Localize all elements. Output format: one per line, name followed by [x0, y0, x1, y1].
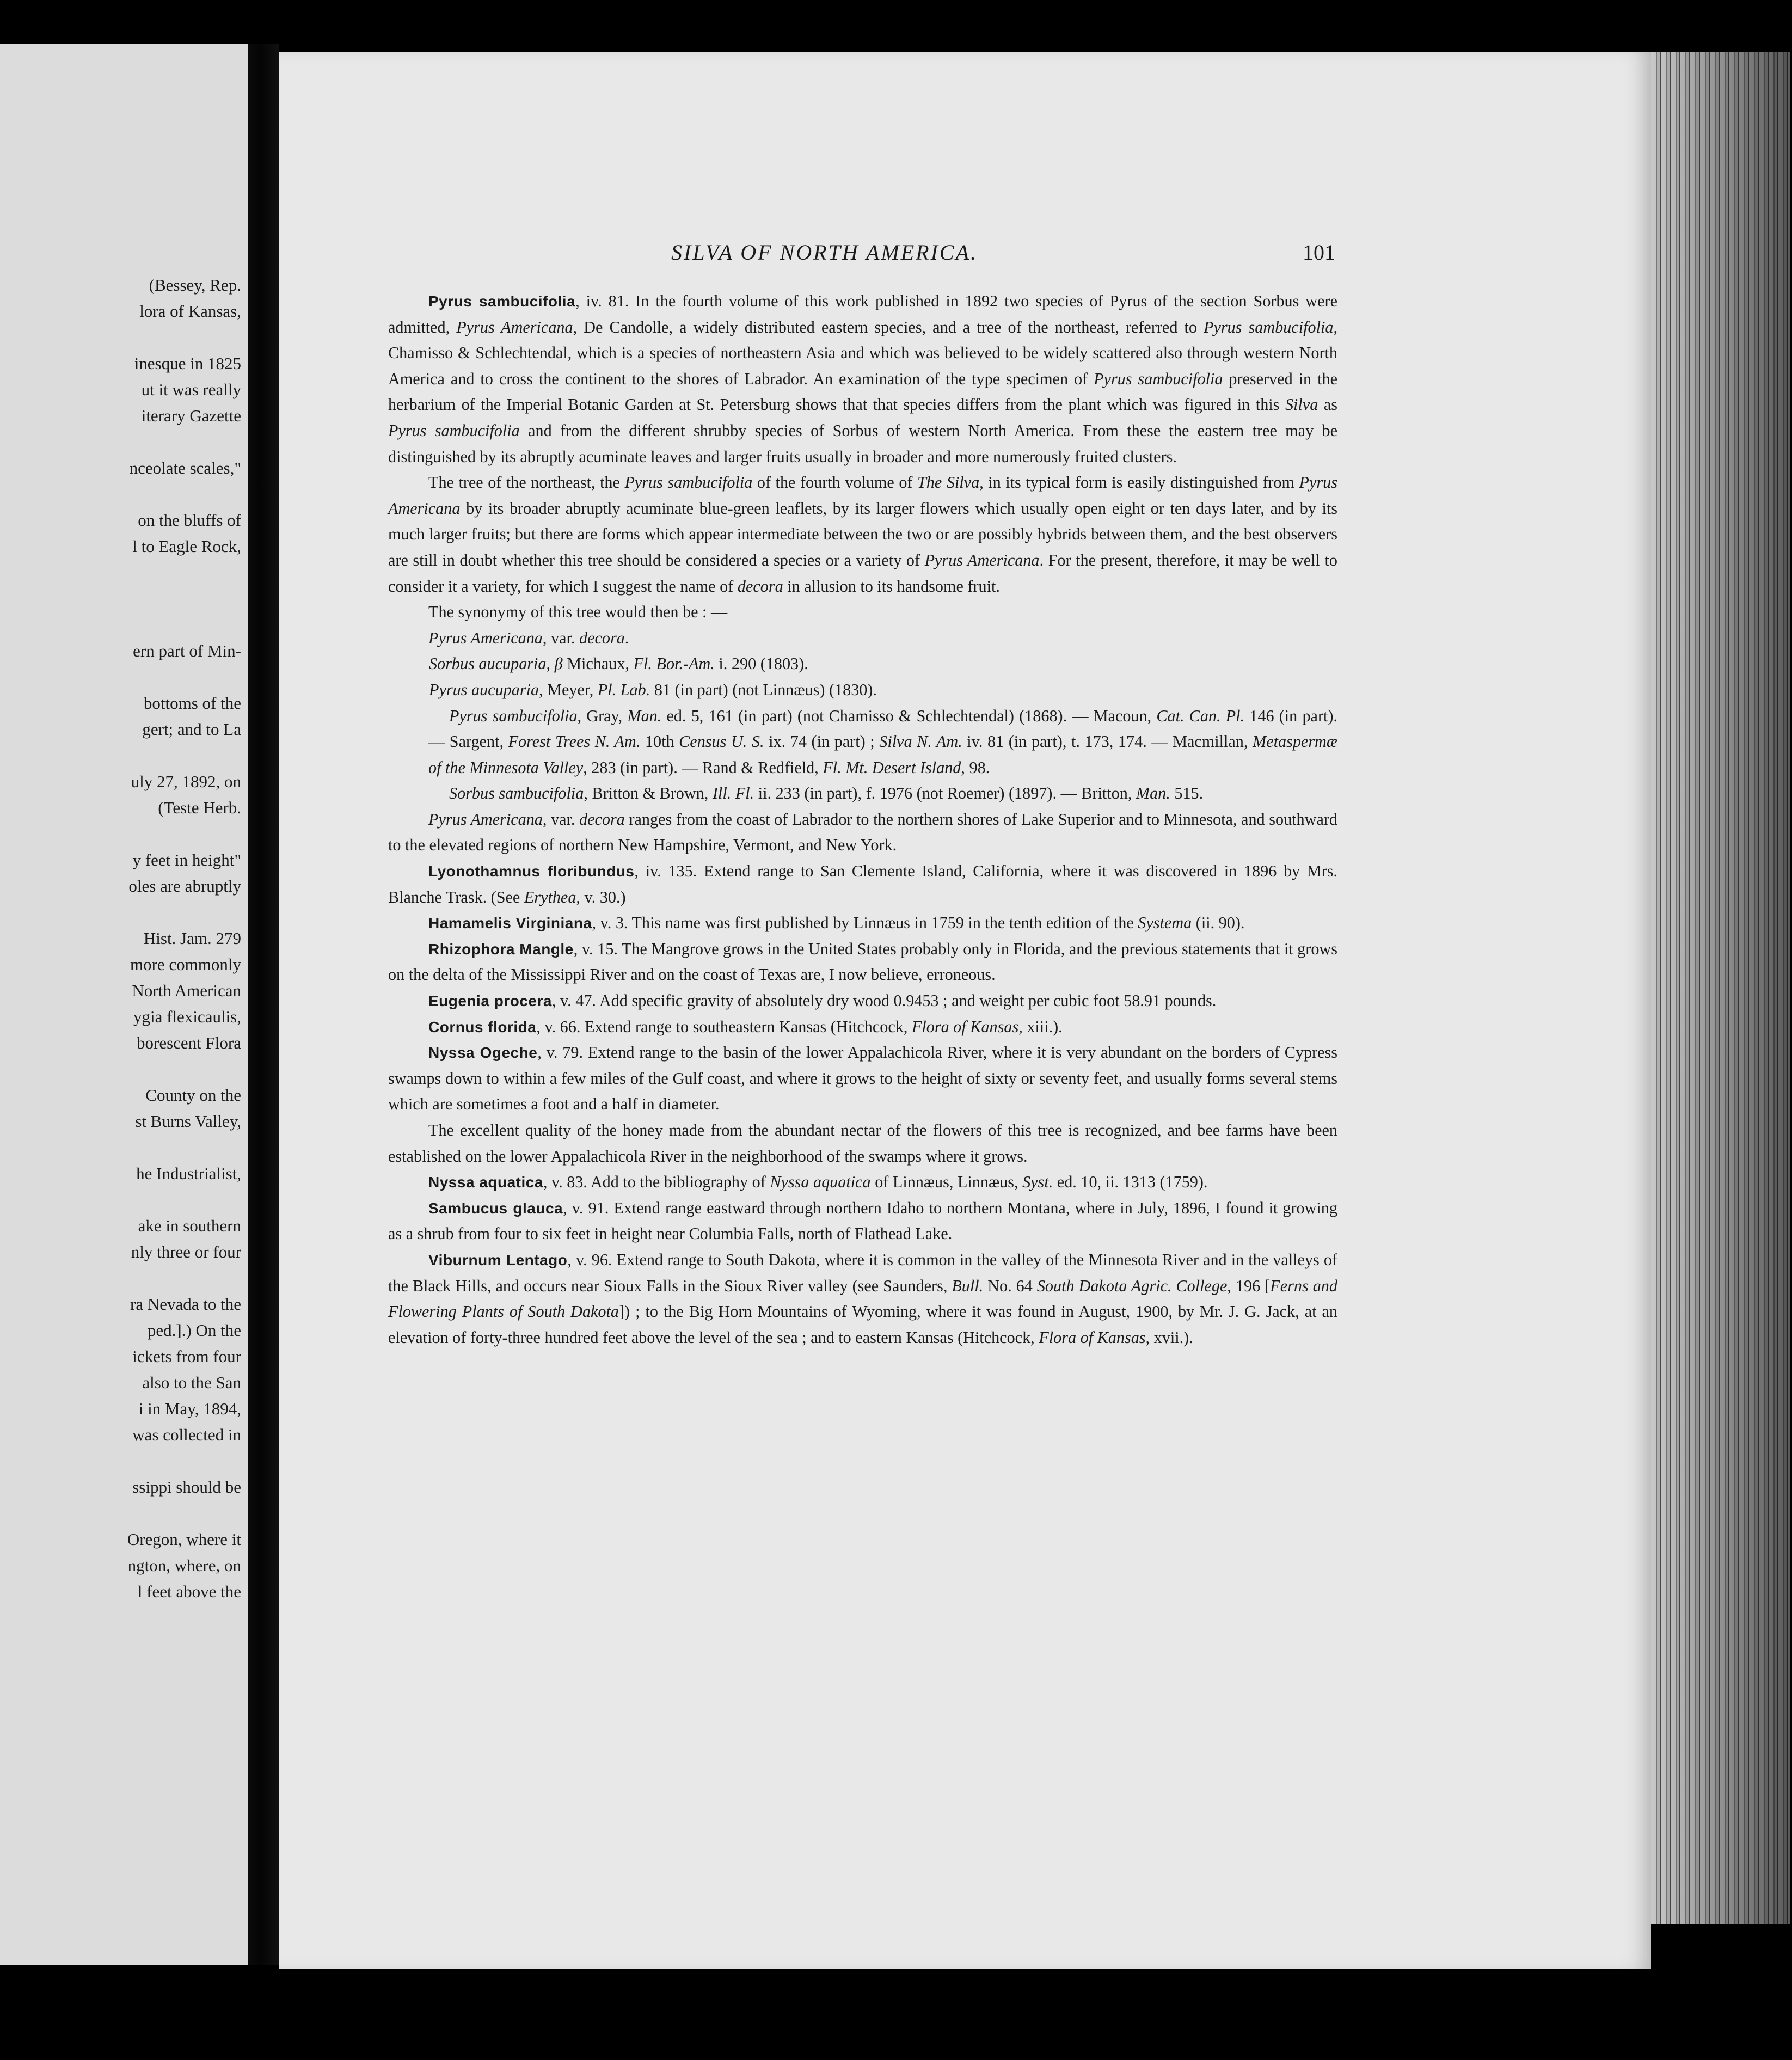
paragraph-northeast-tree [388, 470, 1337, 599]
entry-text: , v. 79. Extend range to the basin of the lower Appalachicola River, where it is very abundant on the borders of Cypress swamps down to within a few miles of the Gulf coast, and where it grows to the height of sixty or seventy feet, and usually forms several stems which are sometimes a foot and a half in diameter. [388, 1043, 1337, 1114]
taxon-name: Pyrus sambucifolia [624, 473, 753, 492]
work-title: Systema [1138, 913, 1192, 933]
entry-text: ]) ; to the Big Horn Mountains of Wyoming, where it was found in August, 1900, by Mr. J. G. Jack, at an elevation of forty-three hundred feet above the level of the sea ; and to eastern Kansas (Hitchcock, [388, 1302, 1337, 1347]
entry-text: preserved in the herbarium of the Imperial Botanic Garden at St. Petersburg shows that that species differs from the plant which was figured in this [388, 369, 1337, 414]
entry-heading: Nyssa aquatica [428, 1174, 543, 1191]
work-title: Forest Trees N. Am. [508, 732, 641, 751]
synonym-text: , 98. [961, 758, 990, 777]
taxon-name: Pyrus aucuparia [429, 680, 539, 699]
left-page-fragment: (Bessey, Rep. [149, 275, 241, 295]
left-page-fragment: ngton, where, on [127, 1556, 241, 1575]
work-title: The Silva [917, 473, 980, 492]
synonym-text: 81 (in part) (not Linnæus) (1830). [650, 680, 877, 699]
left-page-fragment: nly three or four [131, 1242, 241, 1261]
left-page-fragment: bottoms of the [143, 694, 241, 713]
synonym-text: i. 290 (1803). [714, 654, 808, 673]
variety-name: decora [579, 628, 625, 647]
work-title: Ferns and Flowering Plants of South Dakota [388, 1276, 1337, 1321]
left-page-fragment: ern part of Min- [133, 641, 241, 660]
entry-heading: Eugenia procera [428, 992, 552, 1010]
synonym-text: . [624, 628, 629, 647]
left-page-fragment: ickets from four [132, 1347, 241, 1366]
left-page-fragment: ut it was really [141, 380, 241, 399]
entry-text: , v. 3. This name was first published by Linnæus in 1759 in the tenth edition of the [592, 913, 1138, 933]
entry-pyrus-sambucifolia [388, 289, 1337, 470]
range-paragraph [388, 807, 1337, 859]
left-page-fragment: borescent Flora [137, 1033, 241, 1052]
synonym-line [388, 703, 1337, 781]
work-title: Flora of Kansas [1039, 1328, 1146, 1347]
entry-heading: Nyssa Ogeche [428, 1044, 538, 1062]
entry-heading: Viburnum Lentago [428, 1251, 568, 1268]
synonymy-intro [388, 599, 1337, 626]
left-page-fragment: oles are abruptly [128, 876, 241, 896]
paragraph-text: The tree of the northeast, the [428, 473, 625, 492]
synonym-line [388, 677, 1337, 703]
left-page-fragment: inesque in 1825 [134, 354, 241, 373]
paragraph-text: ranges from the coast of Labrador to the northern shores of Lake Superior and to Minnesota, and southward to the elevated regions of northern New Hampshire, Vermont, and New York. [388, 810, 1337, 855]
work-title: Fl. Mt. Desert Island [823, 758, 961, 777]
entry-text: , v. 83. Add to the bibliography of [543, 1173, 770, 1192]
entry-rhizophora [388, 936, 1337, 988]
left-page-fragment: ra Nevada to the [130, 1295, 241, 1314]
entry-text: as [1318, 395, 1337, 414]
work-title: Syst. [1022, 1173, 1053, 1192]
paragraph-text: The excellent quality of the honey made from the abundant nectar of the flowers of this tree is recognized, and bee farms have been established on the lower Appalachicola River in the neighborhood of the swamps where it grows. [388, 1121, 1337, 1166]
entry-text: , v. 91. Extend range eastward through northern Idaho to northern Montana, where in July, 1896, I found it growing as a shrub from four to six feet in height near Columbia Falls, north of Flathead Lake. [388, 1198, 1337, 1243]
work-title: Metaspermæ of the Minnesota Valley [428, 732, 1337, 777]
paragraph-honey [388, 1118, 1337, 1169]
entry-heading: Sambucus glauca [428, 1199, 563, 1217]
taxon-name: Pyrus Americana [428, 628, 543, 647]
work-title: Man. [1136, 784, 1170, 803]
facing-page-left [0, 44, 248, 1965]
left-page-fragment: ygia flexicaulis, [133, 1007, 241, 1026]
left-page-fragment: on the bluffs of [138, 511, 241, 530]
page-header [671, 240, 1335, 278]
synonym-line [388, 626, 1337, 652]
left-page-fragment: Oregon, where it [127, 1530, 241, 1549]
entry-text: No. 64 [983, 1276, 1037, 1295]
left-page-fragment: County on the [145, 1086, 241, 1105]
paragraph-text: The synonymy of this tree would then be : — [428, 603, 728, 622]
synonym-text: ii. 233 (in part), f. 1976 (not Roemer) (1897). — Britton, [754, 784, 1136, 803]
entry-nyssa-aquatica [388, 1169, 1337, 1195]
synonym-text: 146 (in part). — Sargent, [428, 706, 1337, 751]
entry-sambucus [388, 1195, 1337, 1247]
taxon-name: Sorbus sambucifolia [449, 784, 584, 803]
synonym-text: ed. 5, 161 (in part) (not Chamisso & Schlechtendal) (1868). — Macoun, [661, 706, 1157, 725]
taxon-name: Pyrus sambucifolia [1094, 369, 1223, 388]
left-page-fragment: more commonly [130, 955, 241, 974]
taxon-name: Sorbus aucuparia, β [429, 654, 563, 673]
synonym-text: Michaux, [562, 654, 634, 673]
left-page-fragment: st Burns Valley, [135, 1112, 241, 1131]
taxon-name: Pyrus Americana [428, 810, 543, 829]
left-page-fragment: y feet in height" [132, 850, 241, 869]
left-page-fragment: nceolate scales," [129, 458, 241, 477]
work-title: South Dakota Agric. College [1036, 1276, 1228, 1295]
taxon-name: Pyrus sambucifolia [388, 421, 520, 440]
synonym-text: iv. 81 (in part), t. 173, 174. — Macmillan, [962, 732, 1253, 751]
entry-viburnum [388, 1247, 1337, 1351]
page-body [388, 289, 1337, 1351]
entry-text: , De Candolle, a widely distributed eastern species, and a tree of the northeast, referred to [573, 317, 1204, 336]
left-page-fragment: ssippi should be [132, 1477, 241, 1497]
left-page-fragment: he Industrialist, [136, 1164, 241, 1183]
entry-text: ed. 10, ii. 1313 (1759). [1053, 1173, 1208, 1192]
entry-text: , iv. 135. Extend range to San Clemente Island, California, where it was discovered in 1896 by Mrs. Blanche Trask. (See [388, 862, 1337, 906]
entry-hamamelis [388, 910, 1337, 936]
entry-text: , v. 47. Add specific gravity of absolutely dry wood 0.9453 ; and weight per cubic foot 58.91 pounds. [551, 991, 1217, 1010]
left-page-fragment: i in May, 1894, [138, 1399, 241, 1418]
entry-text: , v. 96. Extend range to South Dakota, where it is common in the valley of the Minnesota River and in the valleys of the Black Hills, and occurs near Sioux Falls in the Sioux River valley (see Saunders, [388, 1250, 1337, 1295]
work-title: Fl. Bor.-Am. [633, 654, 715, 673]
entry-text: , v. 30.) [576, 887, 626, 906]
entry-text: , xiii.). [1018, 1017, 1063, 1036]
synonym-text: , 283 (in part). — Rand & Redfield, [583, 758, 823, 777]
left-page-fragment: ake in southern [138, 1216, 241, 1235]
taxon-name: Pyrus sambucifolia [449, 706, 578, 725]
work-title: Bull. [952, 1276, 984, 1295]
work-title: Man. [627, 706, 662, 725]
left-page-fragment: North American [132, 981, 241, 1000]
synonym-text: , Meyer, [539, 680, 598, 699]
left-page-fragment: (Teste Herb. [158, 798, 241, 817]
entry-nyssa-ogeche [388, 1040, 1337, 1118]
entry-heading: Lyonothamnus floribundus [428, 863, 635, 880]
variety-name: decora [579, 810, 625, 829]
paragraph-text: in allusion to its handsome fruit. [783, 577, 1000, 596]
left-page-fragment: gert; and to La [142, 720, 241, 739]
left-page-fragment: ped.].) On the [147, 1321, 241, 1340]
left-page-fragment: was collected in [132, 1425, 241, 1444]
entry-eugenia [388, 988, 1337, 1014]
paragraph-text: , var. [542, 810, 580, 829]
left-page-fragment: iterary Gazette [141, 406, 241, 425]
entry-text: and from the different shrubby species of Sorbus of western North America. From these the eastern tree may be distinguished by its abruptly acuminate leaves and larger fruits usually in broader and more numerously fruited clusters. [388, 421, 1337, 466]
left-page-fragment: lora of Kansas, [139, 302, 241, 321]
work-title: Silva [1285, 395, 1318, 414]
synonym-text: , Britton & Brown, [584, 784, 713, 803]
taxon-name: Nyssa aquatica [770, 1173, 871, 1192]
entry-text: , xvii.). [1145, 1328, 1193, 1347]
left-page-fragment: uly 27, 1892, on [131, 772, 241, 791]
work-title: Pl. Lab. [597, 680, 650, 699]
work-title: Erythea [524, 887, 576, 906]
synonym-text: 515. [1170, 784, 1204, 803]
entry-text: of Linnæus, Linnæus, [870, 1173, 1023, 1192]
entry-text: , v. 15. The Mangrove grows in the United States probably only in Florida, and the previous statements that it grows on the delta of the Mississippi River and on the coast of Texas are, I now believe, erroneous. [388, 939, 1337, 984]
entry-heading: Pyrus sambucifolia [428, 293, 576, 310]
synonym-line [388, 781, 1337, 807]
entry-text: (ii. 90). [1192, 913, 1245, 933]
taxon-name: Pyrus Americana [388, 473, 1337, 518]
synonym-text: , Gray, [577, 706, 628, 725]
synonym-text: 10th [640, 732, 679, 751]
synonym-text: , var. [542, 628, 579, 647]
entry-heading: Cornus florida [428, 1018, 537, 1035]
work-title: Ill. Fl. [712, 784, 754, 803]
entry-text: , Chamisso & Schlechtendal, which is a species of northeastern Asia and which was believed to be widely scattered also through western North America and to cross the continent to the shores of Labrador. An examination of the type specimen of [388, 317, 1337, 388]
work-title: Flora of Kansas [911, 1017, 1019, 1036]
left-page-fragment: l feet above the [137, 1582, 241, 1601]
variety-name: decora [737, 577, 783, 596]
work-title: Census U. S. [679, 732, 764, 751]
synonym-text: ix. 74 (in part) ; [764, 732, 880, 751]
paragraph-text: by its broader abruptly acuminate blue-green leaflets, by its larger flowers which usually open eight or ten days later, and by its much larger fruits; but there are forms which appear intermediate between the two or are possibly hybrids between them, and the best observers are still in doubt whether this tree should be considered a species or a variety of [388, 499, 1337, 569]
taxon-name: Pyrus Americana [924, 550, 1040, 569]
page-edges [1651, 52, 1790, 1924]
book-gutter [248, 44, 279, 1965]
entry-cornus [388, 1014, 1337, 1040]
work-title: Silva N. Am. [879, 732, 962, 751]
entry-text: , iv. 81. In the fourth volume of this work published in 1892 two species of Pyrus of the section Sorbus were admitted, [388, 292, 1337, 336]
entry-lyonothamnus [388, 859, 1337, 910]
left-page-fragment: Hist. Jam. 279 [143, 929, 241, 948]
paragraph-text: . For the present, therefore, it may be well to consider it a variety, for which I suggest the name of [388, 550, 1337, 596]
entry-text: , 196 [ [1227, 1276, 1271, 1295]
left-page-fragment: also to the San [142, 1373, 241, 1392]
taxon-name: Pyrus sambucifolia [1204, 317, 1334, 336]
entry-heading: Hamamelis Virginiana [428, 915, 592, 932]
work-title: Cat. Can. Pl. [1156, 706, 1245, 725]
synonym-line [388, 651, 1337, 677]
left-page-fragment: l to Eagle Rock, [132, 537, 241, 556]
running-title: SILVA OF NORTH AMERICA. [671, 240, 978, 265]
taxon-name: Pyrus Americana [456, 317, 573, 336]
page-number: 101 [1303, 240, 1335, 265]
entry-heading: Rhizophora Mangle [428, 940, 574, 958]
entry-text: , v. 66. Extend range to southeastern Kansas (Hitchcock, [536, 1017, 912, 1036]
paragraph-text: of the fourth volume of [752, 473, 918, 492]
paragraph-text: , in its typical form is easily distinguished from [979, 473, 1299, 492]
